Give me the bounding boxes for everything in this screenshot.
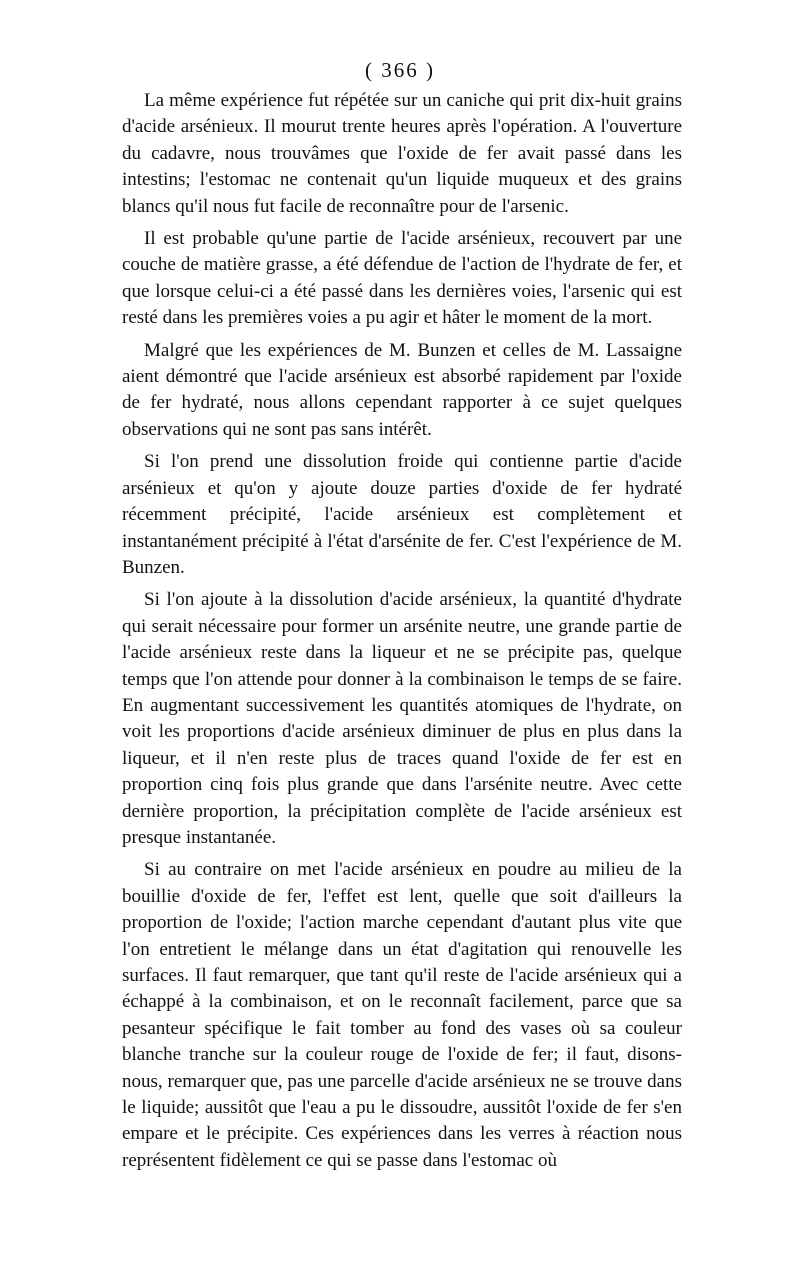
paragraph: La même expérience fut répétée sur un caniche qui prit dix-huit grains d'acide arsénieux. Il mourut trente heures après l'opération. A l'ouverture du cadavre, nous trouvâmes que l'oxide de fer avait passé dans les intestins; l'estomac ne contenait qu'un liquide muqueux et des grains blancs qu'il nous fut facile de reconnaître pour de l'arsenic. <box>122 90 682 217</box>
paragraph: Il est probable qu'une partie de l'acide arsénieux, recouvert par une couche de matière grasse, a été défendue de l'action de l'hydrate de fer, et que lorsque celui-ci a été passé dans les dernières voies, l'arsenic qui est resté dans les premières voies a pu agir et hâter le moment de la mort. <box>122 228 682 329</box>
paragraph: Si l'on prend une dissolution froide qui contienne partie d'acide arsénieux et qu'on y ajoute douze parties d'oxide de fer hydraté récemment précipité, l'acide arsénieux est complètement et instantanément précipité à l'état d'arsénite de fer. C'est l'expérience de M. Bunzen. <box>122 451 682 578</box>
paragraph: Malgré que les expériences de M. Bunzen et celles de M. Lassaigne aient démontré que l'acide arsénieux est absorbé rapidement par l'oxide de fer hydraté, nous allons cependant rapporter à ce sujet quelques observations qui ne sont pas sans intérêt. <box>122 339 682 440</box>
paragraph: Si au contraire on met l'acide arsénieux en poudre au milieu de la bouillie d'oxide de fer, l'effet est lent, quelle que soit d'ailleurs la proportion de l'oxide; l'action marche cependant d'autant plus vite que l'on entretient le mélange dans un état d'agitation qui renouvelle les surfaces. Il faut remarquer, que tant qu'il reste de l'acide arsénieux qui a échappé à la combinaison, et on le reconnaît facilement, parce que sa pesanteur spécifique le fait tomber au fond des vases où sa couleur blanche tranche sur la couleur rouge de l'oxide de fer; il faut, disons-nous, remarquer que, pas une parcelle d'acide arsénieux ne se trouve dans le liquide; aussitôt que l'eau a pu le dissoudre, aussitôt l'oxide de fer s'en empare et le précipite. Ces expériences dans les verres à réaction nous représentent fidèlement ce qui se passe dans l'estomac où <box>122 859 682 1171</box>
page-number: ( 366 ) <box>365 58 435 82</box>
paragraph: Si l'on ajoute à la dissolution d'acide arsénieux, la quantité d'hydrate qui serait nécessaire pour former un arsénite neutre, une grande partie de l'acide arsénieux reste dans la liqueur et ne se précipite pas, quelque temps que l'on attende pour donner à la combinaison le temps de se faire. En augmentant successivement les quantités atomiques de l'hydrate, on voit les proportions d'acide arsénieux diminuer de plus en plus dans la liqueur, et il n'en reste plus de traces quand l'oxide de fer est en proportion cinq fois plus grande que dans l'arsénite neutre. Avec cette dernière proportion, la précipitation complète de l'acide arsénieux est presque instantanée. <box>122 589 682 848</box>
body-text <box>122 88 682 1180</box>
